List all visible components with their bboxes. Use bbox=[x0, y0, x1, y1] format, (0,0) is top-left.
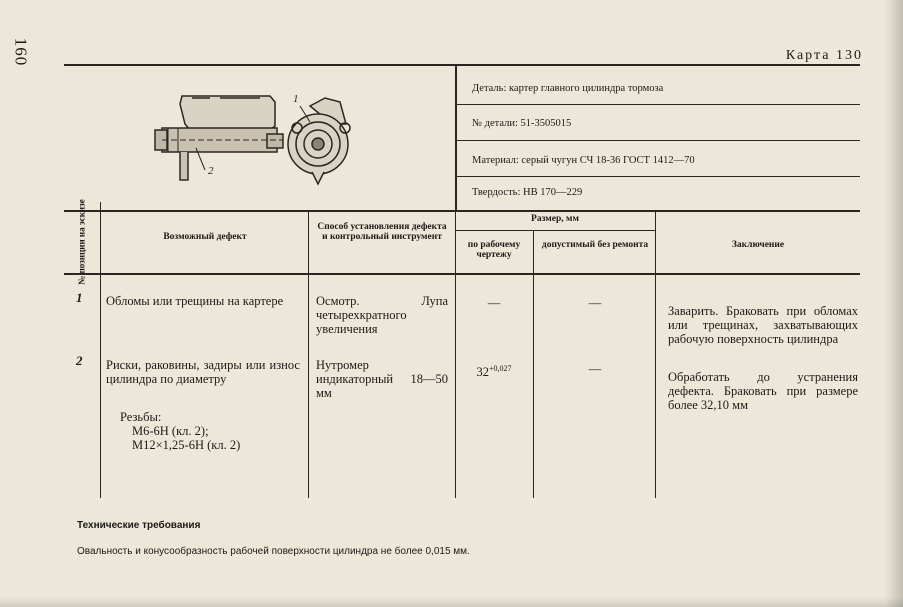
requirements-title: Технические требования bbox=[77, 520, 201, 531]
row-1-position: 1 bbox=[76, 290, 83, 305]
header-conclusion: Заключение bbox=[731, 240, 785, 250]
page-number: 160 bbox=[11, 37, 31, 67]
page-bottom-shadow bbox=[0, 597, 903, 607]
row-2-method: Нутромер индикаторный 18—50 мм bbox=[316, 358, 448, 400]
col-divider bbox=[533, 230, 534, 498]
callout-1: 1 bbox=[293, 93, 299, 105]
table-top-rule bbox=[64, 210, 860, 212]
info-rule bbox=[455, 104, 860, 105]
row-2-position: 2 bbox=[76, 353, 83, 368]
part-sketch bbox=[150, 84, 450, 199]
row-1-allowed: — bbox=[588, 296, 602, 310]
row-1-defect: Обломы или трещины на картере bbox=[106, 294, 284, 308]
info-divider bbox=[455, 66, 457, 212]
detail-number: № детали: 51-3505015 bbox=[472, 118, 572, 129]
row-1-method: Осмотр. Лупа четырехкратного увеличения bbox=[316, 294, 448, 336]
thread-2: M12×1,25-6H (кл. 2) bbox=[132, 438, 241, 452]
row-2-conclusion: Обработать до устранения дефекта. Браковать при размере более 32,10 мм bbox=[668, 370, 858, 412]
detail-name: Деталь: картер главного цилиндра тормоза bbox=[472, 83, 664, 94]
col-divider bbox=[655, 210, 656, 498]
hardness: Твердость: НВ 170—229 bbox=[472, 187, 583, 198]
card-label: Карта 130 bbox=[785, 48, 863, 63]
header-size: Размер, мм bbox=[531, 214, 579, 224]
thread-1: M6-6H (кл. 2); bbox=[132, 424, 209, 438]
material: Материал: серый чугун СЧ 18-36 ГОСТ 1412—70 bbox=[472, 155, 695, 166]
threads-title: Резьбы: bbox=[120, 410, 162, 424]
callout-2: 2 bbox=[208, 165, 214, 177]
col-divider bbox=[455, 210, 456, 498]
header-allowed: допустимый без ремонта bbox=[541, 240, 649, 250]
header-per-drawing: по рабочему чертежу bbox=[467, 240, 521, 260]
row-1-conclusion: Заварить. Браковать при обломах или трещинах, захватывающих рабочую поверхность цилиндра bbox=[668, 304, 858, 346]
row-2-allowed: — bbox=[588, 362, 602, 376]
top-rule bbox=[64, 64, 860, 66]
header-position: № позиции на эскизе bbox=[77, 199, 88, 285]
requirements-text: Овальность и конусообразность рабочей поверхности цилиндра не более 0,015 мм. bbox=[77, 546, 470, 557]
table-header-rule bbox=[64, 273, 860, 275]
header-defect: Возможный дефект bbox=[163, 232, 247, 242]
info-rule bbox=[455, 176, 860, 177]
row-2-defect: Риски, раковины, задиры или износ цилиндра по диаметру bbox=[106, 358, 300, 386]
row-2-per-drawing: $32^{+0,027}$ bbox=[476, 364, 512, 380]
size-subheader-rule bbox=[455, 230, 655, 231]
page-shadow bbox=[885, 0, 903, 607]
row-1-per-drawing: — bbox=[487, 296, 501, 310]
col-divider bbox=[308, 210, 309, 498]
header-method: Способ установления дефекта и контрольный инструмент bbox=[317, 222, 447, 242]
info-rule bbox=[455, 140, 860, 141]
